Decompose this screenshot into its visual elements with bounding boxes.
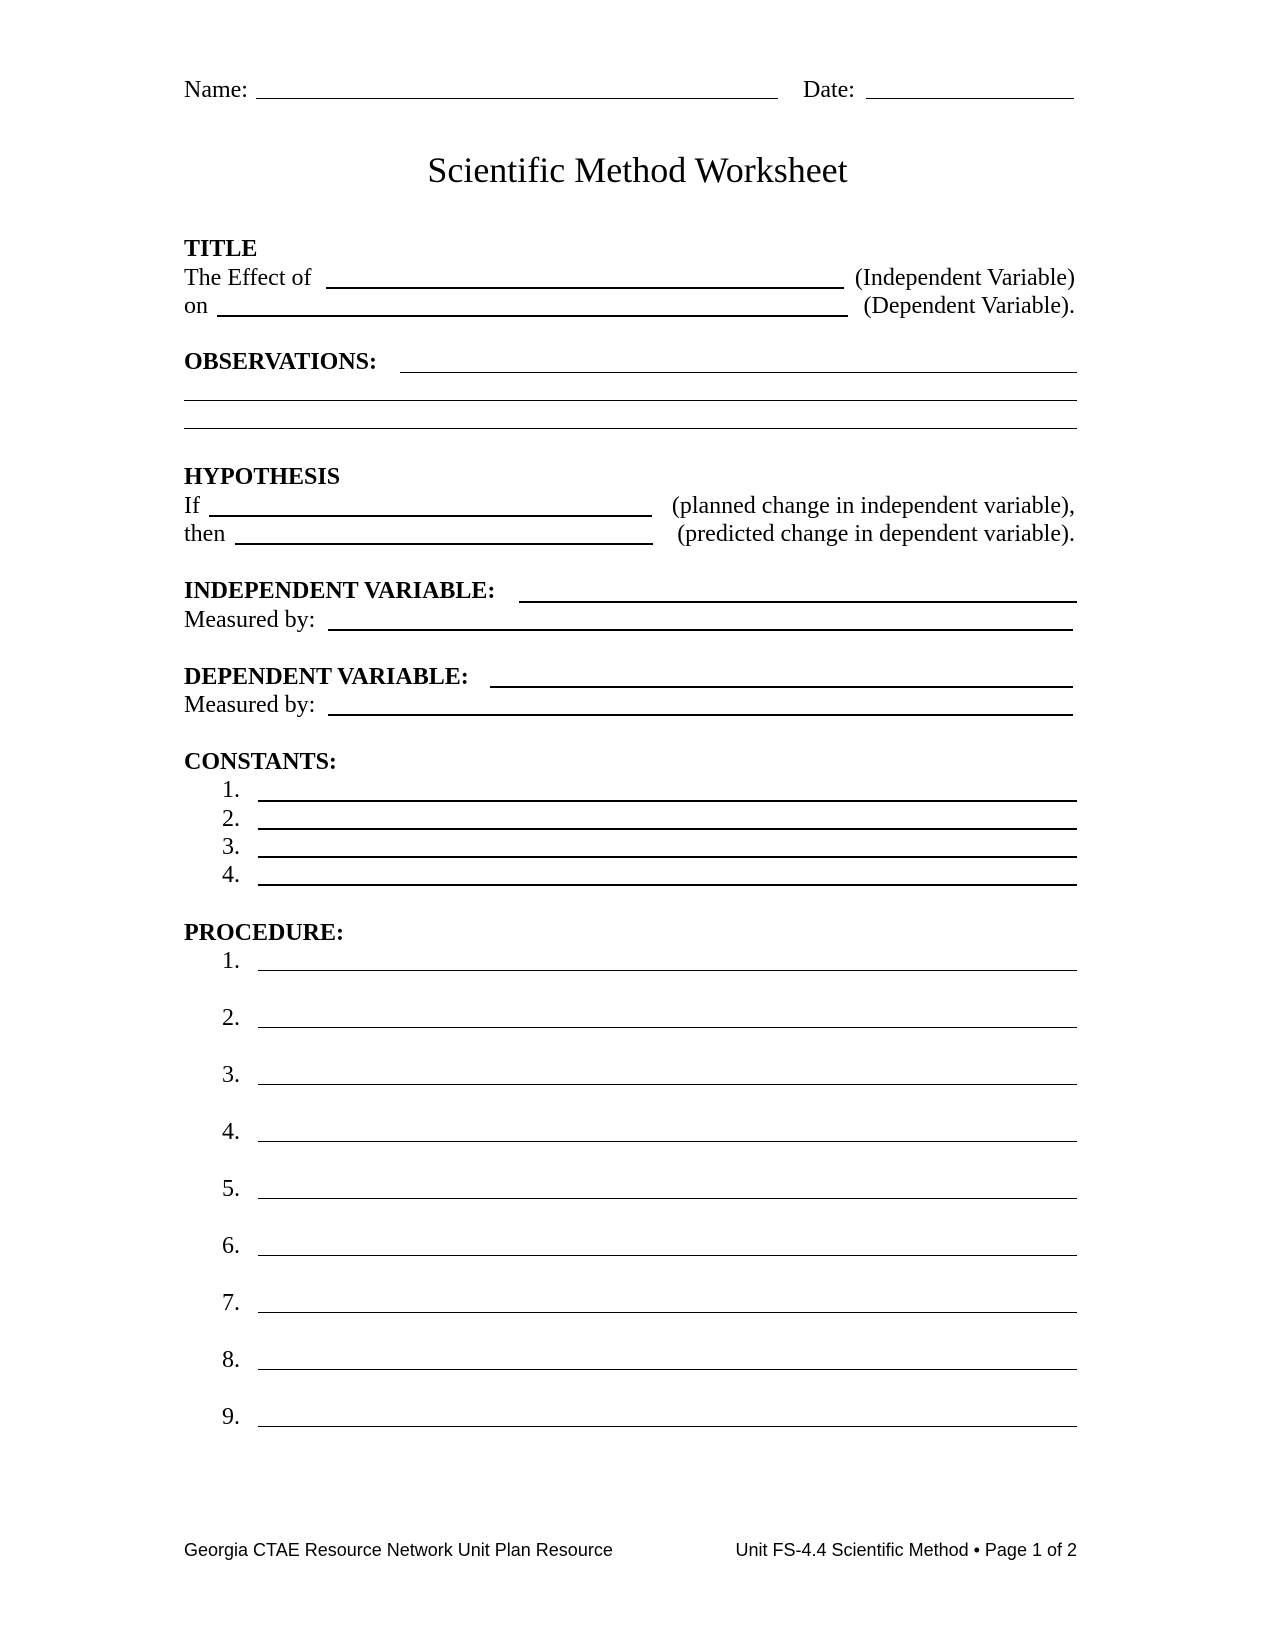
footer-right: Unit FS-4.4 Scientific Method • Page 1 of 2 — [735, 1540, 1077, 1560]
independent-variable-title-field[interactable] — [326, 287, 844, 289]
constant-number: 3. — [222, 834, 240, 860]
dependent-variable-heading: DEPENDENT VARIABLE: — [184, 664, 469, 690]
procedure-number: 3. — [222, 1062, 240, 1088]
constant-line-3[interactable] — [258, 856, 1077, 858]
title-heading: TITLE — [184, 236, 258, 262]
hypothesis-heading: HYPOTHESIS — [184, 464, 341, 490]
procedure-line-4[interactable] — [258, 1141, 1077, 1142]
if-prefix: If — [184, 493, 200, 519]
constant-number: 2. — [222, 806, 240, 832]
procedure-number: 8. — [222, 1347, 240, 1373]
constant-line-2[interactable] — [258, 828, 1077, 830]
effect-suffix: (Independent Variable) — [854, 265, 1075, 291]
procedure-number: 5. — [222, 1176, 240, 1202]
procedure-line-5[interactable] — [258, 1198, 1077, 1199]
dependent-variable-title-field[interactable] — [217, 315, 848, 317]
observations-line-3[interactable] — [184, 428, 1077, 429]
constant-line-4[interactable] — [258, 884, 1077, 886]
procedure-line-3[interactable] — [258, 1084, 1077, 1085]
procedure-line-6[interactable] — [258, 1255, 1077, 1256]
procedure-line-8[interactable] — [258, 1369, 1077, 1370]
observations-line-2[interactable] — [184, 400, 1077, 401]
procedure-number: 1. — [222, 948, 240, 974]
dependent-measured-field[interactable] — [328, 714, 1073, 716]
dependent-measured-label: Measured by: — [184, 692, 316, 718]
constants-heading: CONSTANTS: — [184, 749, 337, 775]
observations-heading: OBSERVATIONS: — [184, 349, 377, 375]
hypothesis-then-field[interactable] — [235, 543, 653, 545]
footer-left: Georgia CTAE Resource Network Unit Plan Resource — [184, 1540, 613, 1560]
constant-line-1[interactable] — [258, 800, 1077, 802]
procedure-number: 6. — [222, 1233, 240, 1259]
if-suffix: (planned change in independent variable), — [671, 493, 1075, 519]
procedure-line-2[interactable] — [258, 1027, 1077, 1028]
constant-number: 1. — [222, 777, 240, 803]
independent-variable-field[interactable] — [519, 601, 1077, 603]
procedure-number: 9. — [222, 1404, 240, 1430]
on-suffix: (Dependent Variable). — [863, 293, 1075, 319]
procedure-line-7[interactable] — [258, 1312, 1077, 1313]
independent-measured-field[interactable] — [328, 629, 1073, 631]
procedure-heading: PROCEDURE: — [184, 920, 344, 946]
procedure-number: 2. — [222, 1005, 240, 1031]
effect-prefix: The Effect of — [184, 265, 312, 291]
name-label: Name: — [184, 77, 248, 103]
procedure-number: 7. — [222, 1290, 240, 1316]
name-field[interactable] — [256, 98, 778, 99]
constant-number: 4. — [222, 862, 240, 888]
on-prefix: on — [184, 293, 208, 319]
procedure-line-9[interactable] — [258, 1426, 1077, 1427]
dependent-variable-field[interactable] — [490, 686, 1073, 688]
page-title: Scientific Method Worksheet — [427, 150, 848, 190]
date-field[interactable] — [866, 98, 1074, 99]
date-label: Date: — [803, 77, 855, 103]
then-prefix: then — [184, 521, 226, 547]
observations-line-1[interactable] — [400, 372, 1077, 373]
hypothesis-if-field[interactable] — [209, 515, 652, 517]
procedure-number: 4. — [222, 1119, 240, 1145]
then-suffix: (predicted change in dependent variable). — [677, 521, 1075, 547]
procedure-line-1[interactable] — [258, 970, 1077, 971]
independent-variable-heading: INDEPENDENT VARIABLE: — [184, 578, 496, 604]
independent-measured-label: Measured by: — [184, 607, 316, 633]
